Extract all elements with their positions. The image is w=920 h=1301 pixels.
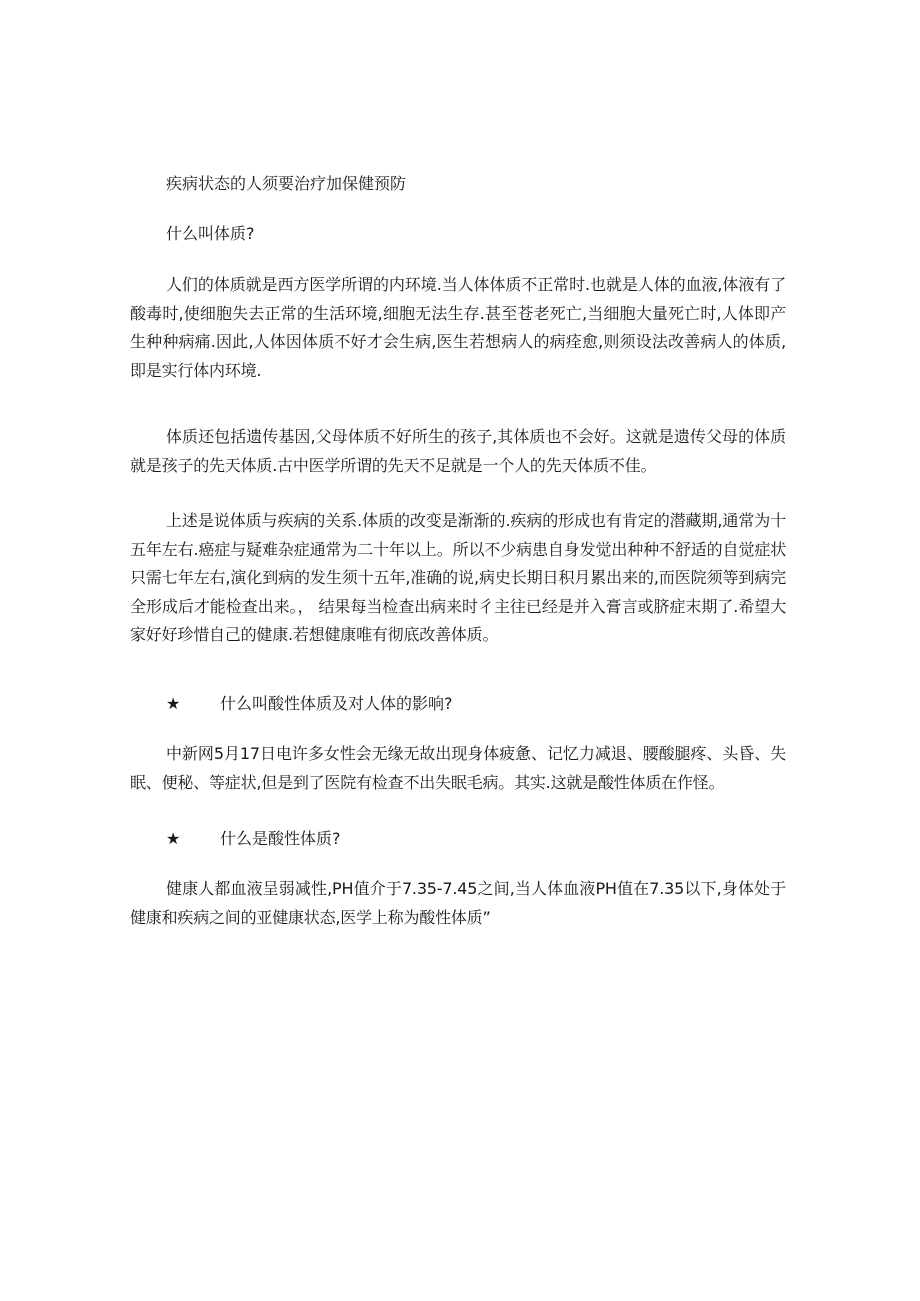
paragraph-heredity: 体质还包括遗传基因,父母体质不好所生的孩子,其体质也不会好。这就是遗传父母的体质就是孩子的先天体质.古中医学所谓的先天不足就是一个人的先天体质不佳。 xyxy=(130,427,786,475)
bullet-heading-text: 什么是酸性体质? xyxy=(220,829,341,848)
paragraph-ph-value: 健康人都血液呈弱减性,PH值介于7.35-7.45之间,当人体血液PH值在7.35以下,身体处于健康和疾病之间的亚健康状态,医学上称为酸性体质” xyxy=(130,879,786,927)
section-heading-constitution: 什么叫体质? xyxy=(166,224,255,243)
intro-line: 疾病状态的人须要治疗加保健预防 xyxy=(166,174,407,193)
paragraph-internal-environment: 人们的体质就是西方医学所谓的内环境.当人体体质不正常时.也就是人体的血液,体液有了酸毒时,使细胞失去正常的生活环境,细胞无法生存.甚至苍老死亡,当细胞大量死亡时,人体即产生种种病痛.因此,人体因体质不好才会生病,医生若想病人的病痊愈,则须设法改善病人的体质,即是实行体内环境. xyxy=(130,275,786,380)
bullet-heading-text: 什么叫酸性体质及对人体的影响? xyxy=(220,694,453,713)
paragraph-symptoms: 中新网5月17日电许多女性会无缘无故出现身体疲惫、记忆力减退、腰酸腿疼、头昏、失眠、便秘、等症状,但是到了医院有检查不出失眠毛病。其实.这就是酸性体质在作怪。 xyxy=(130,744,786,792)
paragraph-disease-latency: 上述是说体质与疾病的关系.体质的改变是渐渐的.疾病的形成也有肯定的潜藏期,通常为十五年左右.癌症与疑难杂症通常为二十年以上。所以不少病患自身发觉出种种不舒适的自觉症状只需七年左右,演化到病的发生须十五年,准确的说,病史长期日积月累出来的,而医院须等到病完全形成后才能检查出来。， 结果每当检查出病来时彳主往已经是并入膏言或脐症末期了.希望大家好好珍惜自己的健康.若想健康唯有彻底改善体质。 xyxy=(130,511,786,644)
star-icon: ★ xyxy=(166,694,181,713)
star-icon: ★ xyxy=(166,829,181,848)
bullet-heading-what-is-acidic xyxy=(166,827,341,851)
bullet-heading-acidic-effects xyxy=(166,692,453,716)
